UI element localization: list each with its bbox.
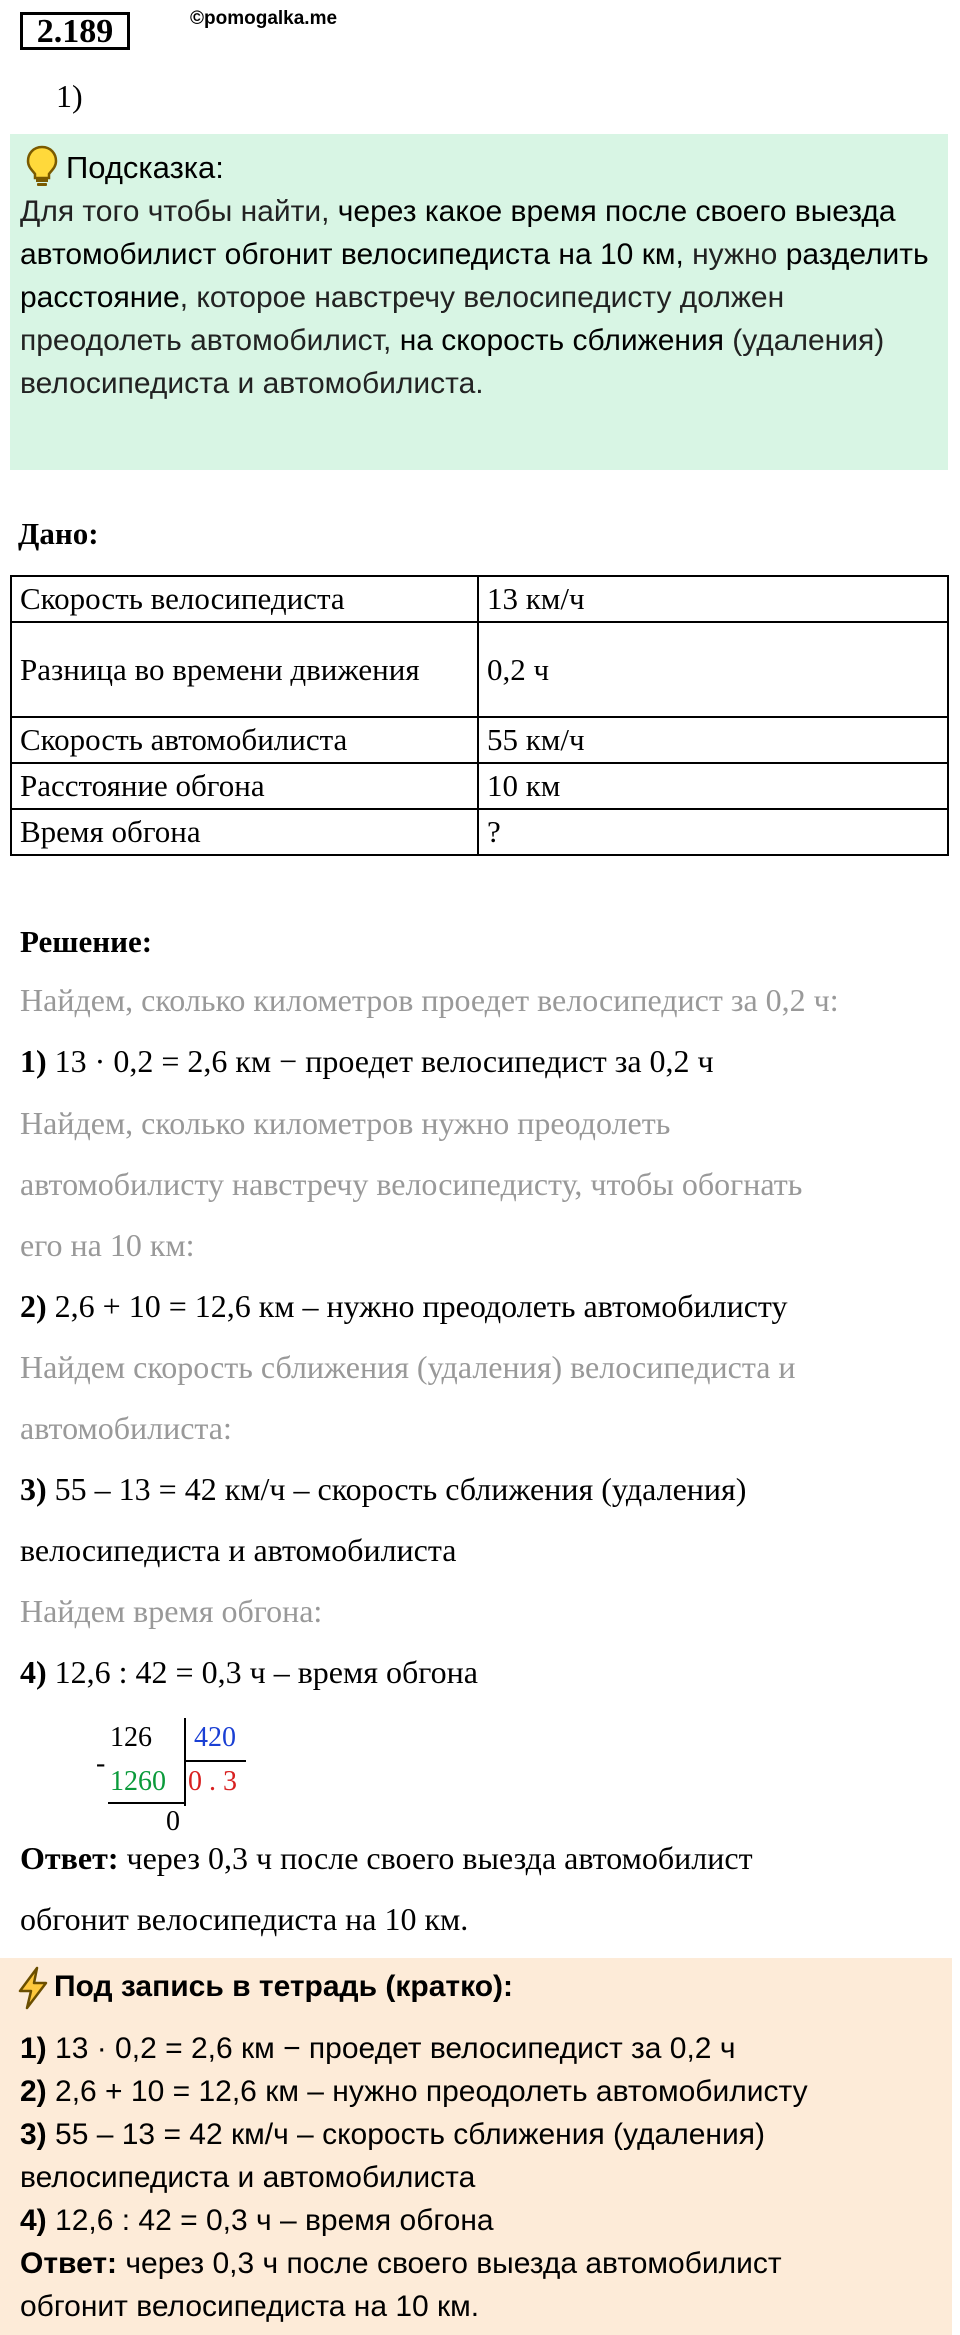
given-value: ? — [478, 809, 948, 855]
lightning-icon — [16, 1966, 50, 2010]
solution-hint: Найдем, сколько километров проедет велосипедист за 0,2 ч: — [20, 982, 839, 1018]
given-label: Разница во времени движения — [11, 622, 478, 717]
table-row — [11, 763, 948, 809]
solution-hint: Найдем время обгона: — [20, 1593, 323, 1629]
answer: Ответ: через 0,3 ч после своего выезда автомобилист — [20, 1840, 753, 1876]
given-label: Время обгона — [11, 809, 478, 855]
notes-box — [0, 1958, 952, 2335]
note-line: 4) 12,6 : 42 = 0,3 ч – время обгона — [20, 2204, 494, 2237]
solution-hint: автомобилисту навстречу велосипедисту, чтобы обогнать — [20, 1166, 803, 1202]
note-line: 1) 13 · 0,2 = 2,6 км − проедет велосипедист за 0,2 ч — [20, 2032, 736, 2065]
table-row — [11, 622, 948, 717]
solution-hint: Найдем скорость сближения (удаления) велосипедиста и — [20, 1349, 796, 1385]
given-value: 55 км/ч — [478, 717, 948, 763]
table-row — [11, 717, 948, 763]
hint-box — [10, 134, 948, 470]
solution-title: Решение: — [20, 924, 153, 959]
long-division — [96, 1718, 280, 1838]
division-minus: - — [96, 1748, 106, 1779]
lightbulb-icon — [24, 144, 60, 188]
given-value: 13 км/ч — [478, 576, 948, 622]
note-line: 3) 55 – 13 = 42 км/ч – скорость сближения (удаления) — [20, 2118, 765, 2151]
solution-hint: его на 10 км: — [20, 1227, 195, 1263]
notes-title: Под запись в тетрадь (кратко): — [54, 1970, 514, 2003]
given-value: 0,2 ч — [478, 622, 948, 717]
task-number: 2.189 — [20, 12, 130, 50]
division-subtrahend: 1260 — [110, 1766, 166, 1797]
division-line — [184, 1718, 186, 1806]
solution-step: велосипедиста и автомобилиста — [20, 1532, 457, 1568]
note-line: 2) 2,6 + 10 = 12,6 км – нужно преодолеть автомобилисту — [20, 2075, 808, 2108]
given-table — [10, 575, 949, 856]
answer: обгонит велосипедиста на 10 км. — [20, 1901, 469, 1937]
part-label: 1) — [56, 78, 83, 114]
division-dividend: 126 — [110, 1722, 152, 1753]
table-row — [11, 576, 948, 622]
note-line: Ответ: через 0,3 ч после своего выезда автомобилист — [20, 2247, 782, 2280]
solution-step: 3) 55 – 13 = 42 км/ч – скорость сближения (удаления) — [20, 1471, 747, 1507]
table-row — [11, 809, 948, 855]
given-label: Скорость велосипедиста — [11, 576, 478, 622]
hint-title: Подсказка: — [66, 150, 224, 185]
note-line: обгонит велосипедиста на 10 км. — [20, 2290, 480, 2323]
given-title: Дано: — [18, 516, 99, 551]
solution-hint: Найдем, сколько километров нужно преодолеть — [20, 1105, 671, 1141]
division-divisor: 420 — [194, 1722, 236, 1753]
division-line — [108, 1802, 186, 1804]
solution-hint: автомобилиста: — [20, 1410, 232, 1446]
division-remainder: 0 — [166, 1806, 180, 1837]
hint-text: Для того чтобы найти, через какое время после своего выезда автомобилист обгонит велосипедиста на 10 км, нужно разделить расстояние, которое навстречу велосипедисту должен преодолеть автомобилист, на скорость сближения (удаления) велосипедиста и автомобилиста. — [20, 195, 929, 400]
given-value: 10 км — [478, 763, 948, 809]
given-label: Расстояние обгона — [11, 763, 478, 809]
note-line: велосипедиста и автомобилиста — [20, 2161, 476, 2194]
division-line — [186, 1760, 246, 1762]
watermark: ©pomogalka.me — [190, 8, 338, 29]
division-quotient: 0 . 3 — [188, 1766, 237, 1797]
given-label: Скорость автомобилиста — [11, 717, 478, 763]
solution-step: 1) 13 · 0,2 = 2,6 км − проедет велосипедист за 0,2 ч — [20, 1043, 714, 1079]
solution-step: 4) 12,6 : 42 = 0,3 ч – время обгона — [20, 1654, 478, 1690]
solution-step: 2) 2,6 + 10 = 12,6 км – нужно преодолеть автомобилисту — [20, 1288, 788, 1324]
